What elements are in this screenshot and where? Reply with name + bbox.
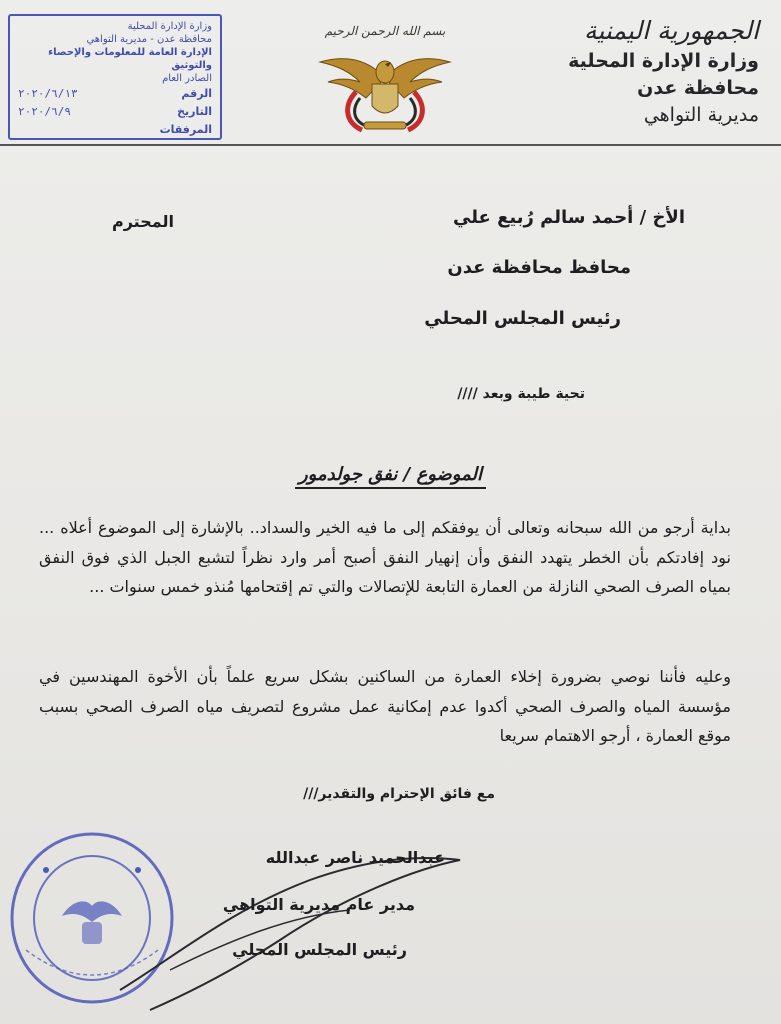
stamp-date-value: ٢٠٢٠/٦/٩ <box>18 105 71 118</box>
recipient-respected: المحترم <box>112 212 174 231</box>
subject-line <box>0 464 781 485</box>
body-paragraph-1: بداية أرجو من الله سبحانه وتعالى أن يوفقكم إلى ما فيه الخير والسداد.. بالإشارة إلى الموضوع أعلاه ... نود إفادتكم بأن الخطر يتهدد النفق وأن إنهيار النفق أصبح أمر وارد نظراً لتشبع الجبل الذي فوق النفق بمياه الصرف الصحي النازلة من العمارة التابعة للإتصالات والتي تم إقتحامها مُنذو خمس سنوات ... <box>39 518 731 596</box>
recipient-council: رئيس المجلس المحلي <box>424 308 621 329</box>
greeting: تحية طيبة وبعد //// <box>457 386 585 402</box>
letterhead <box>539 14 759 129</box>
ministry-name: وزارة الإدارة المحلية <box>568 50 759 72</box>
stamp-ref-row <box>18 85 212 103</box>
district-name: مديرية التواهي <box>643 104 759 126</box>
signatory-council: رئيس المجلس المحلي <box>232 940 407 959</box>
subject-text: الموضوع / نفق جولدمور <box>295 464 486 489</box>
stamp-date-row <box>18 103 212 121</box>
stamp-attachments-row <box>18 121 212 139</box>
signatory-name: عبدالحميد ناصر عبدالله <box>265 848 445 867</box>
stamp-ref-label: الرقم <box>181 87 212 100</box>
recipient-name: الأخ / أحمد سالم رُبيع علي <box>452 207 685 228</box>
signatory-title: مدير عام مديرية التواهي <box>222 895 415 914</box>
reference-stamp <box>8 14 222 140</box>
stamp-outgoing: الصادر العام <box>162 73 212 84</box>
recipient-title: محافظ محافظة عدن <box>447 257 631 278</box>
republic-name: الجمهورية اليمنية <box>583 16 759 45</box>
body-paragraph-2: وعليه فأننا نوصي بضرورة إخلاء العمارة من الساكنين بشكل سريع علماً بأن الأخوة المهندسين في مؤسسة المياه والصرف الصحي أكدوا عدم إمكانية عمل مشروع لتصريف مياه الصرف الصحي بسبب موقع العمارة ، أرجو الاهتمام سريعا <box>39 667 731 745</box>
stamp-ref-value: ٢٠٢٠/٦/١٣ <box>18 87 78 100</box>
closing-line: مع فائق الإحترام والتقدير/// <box>303 786 495 802</box>
stamp-ministry: وزارة الإدارة المحلية <box>127 21 212 32</box>
stamp-department: الإدارة العامة للمعلومات والإحصاء والتوثيق <box>48 47 212 71</box>
governorate-name: محافظة عدن <box>637 77 759 99</box>
eagle-emblem-icon <box>310 26 460 136</box>
stamp-attachments-label: المرفقات <box>159 123 212 136</box>
stamp-date-label: التاريخ <box>177 105 212 118</box>
bismillah: بسم الله الرحمن الرحيم <box>324 24 446 38</box>
stamp-district: محافظة عدن - مديرية التواهي <box>86 34 212 45</box>
header-divider <box>0 144 781 146</box>
